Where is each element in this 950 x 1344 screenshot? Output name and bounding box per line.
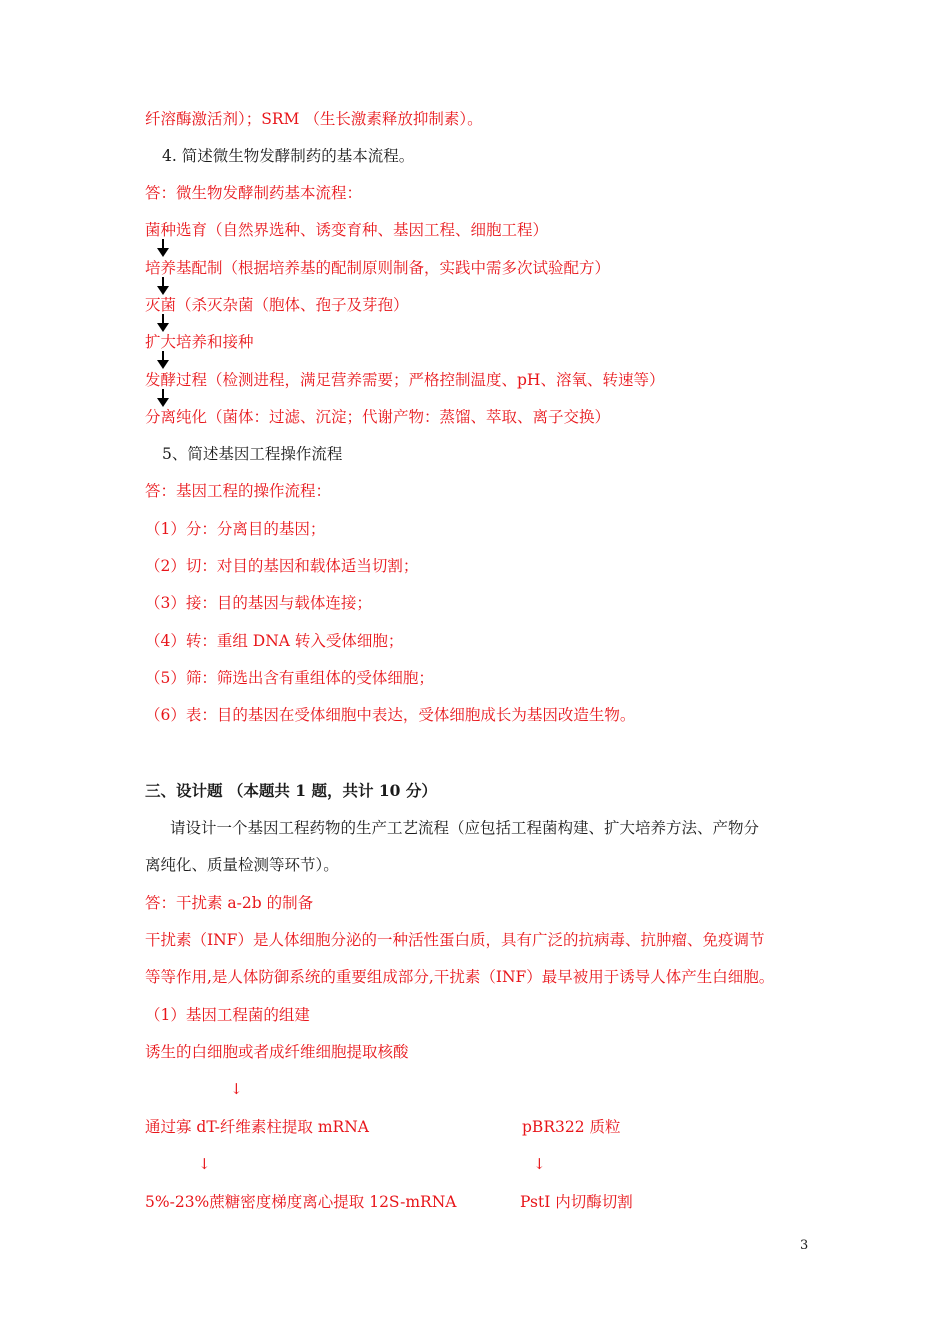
flow-step-sucrose-gradient: 5%-23%蔗糖密度梯度离心提取 12S-mRNA <box>145 1193 457 1211</box>
text-line-srm: 纤溶酶激活剂）；SRM （生长激素释放抑制素）。 <box>145 110 483 128</box>
answer-5-intro: 答：基因工程的操作流程： <box>145 482 332 500</box>
section-3-heading: 三、设计题 （本题共 1 题，共计 10 分） <box>145 781 437 800</box>
design-question-line-2: 离纯化、质量检测等环节）。 <box>145 856 339 874</box>
list-item: （6）表：目的基因在受体细胞中表达，受体细胞成长为基因改造生物。 <box>145 706 636 724</box>
design-question-line-1: 请设计一个基因工程药物的生产工艺流程（应包括工程菌构建、扩大培养方法、产物分 <box>170 819 760 837</box>
list-item: （1）分：分离目的基因； <box>145 520 326 538</box>
design-answer-para-1: 干扰素（INF）是人体细胞分泌的一种活性蛋白质，具有广泛的抗病毒、抗肿瘤、免疫调节 <box>145 931 765 949</box>
list-item: （4）转：重组 DNA 转入受体细胞； <box>145 632 404 650</box>
list-item: （5）筛：筛选出含有重组体的受体细胞； <box>145 669 434 687</box>
list-item: （2）切：对目的基因和载体适当切割； <box>145 557 419 575</box>
answer-4-intro: 答：微生物发酵制药基本流程： <box>145 184 363 202</box>
question-4-heading: 4. 简述微生物发酵制药的基本流程。 <box>162 147 415 165</box>
down-arrow-icon <box>157 314 169 332</box>
down-arrow-icon <box>157 351 169 369</box>
flow-step-fermentation: 发酵过程（检测进程，满足营养需要；严格控制温度、pH、溶氧、转速等） <box>145 371 665 389</box>
design-answer-para-2: 等等作用,是人体防御系统的重要组成部分,干扰素（INF）最早被用于诱导人体产生白细胞。 <box>145 968 775 986</box>
flow-step-strain-selection: 菌种选育（自然界选种、诱变育种、基因工程、细胞工程） <box>145 221 549 239</box>
down-arrow-icon: ↓ <box>198 1155 211 1173</box>
down-arrow-icon: ↓ <box>533 1155 546 1173</box>
page-number: 3 <box>800 1238 809 1253</box>
down-arrow-icon <box>157 277 169 295</box>
design-subsection-1: （1）基因工程菌的组建 <box>145 1006 310 1024</box>
down-arrow-icon <box>157 239 169 257</box>
down-arrow-icon: ↓ <box>230 1080 243 1098</box>
question-5-heading: 5、简述基因工程操作流程 <box>162 445 343 463</box>
flow-step-sterilization: 灭菌（杀灭杂菌（胞体、孢子及芽孢） <box>145 296 409 314</box>
design-answer-title: 答：干扰素 a-2b 的制备 <box>145 894 314 912</box>
list-item: （3）接：目的基因与载体连接； <box>145 594 372 612</box>
flow-step-purification: 分离纯化（菌体：过滤、沉淀；代谢产物：蒸馏、萃取、离子交换） <box>145 408 611 426</box>
down-arrow-icon <box>157 389 169 407</box>
flow-step-plasmid: pBR322 质粒 <box>522 1118 621 1136</box>
flow-step-mrna-extract: 通过寡 dT-纤维素柱提取 mRNA <box>145 1118 369 1136</box>
flow-step-medium-prep: 培养基配制（根据培养基的配制原则制备，实践中需多次试验配方） <box>145 259 611 277</box>
flow-step-psti-digest: PstI 内切酶切割 <box>520 1193 633 1211</box>
flow-step-extract-nucleic-acid: 诱生的白细胞或者成纤维细胞提取核酸 <box>145 1043 409 1061</box>
flow-step-scale-up: 扩大培养和接种 <box>145 333 254 351</box>
